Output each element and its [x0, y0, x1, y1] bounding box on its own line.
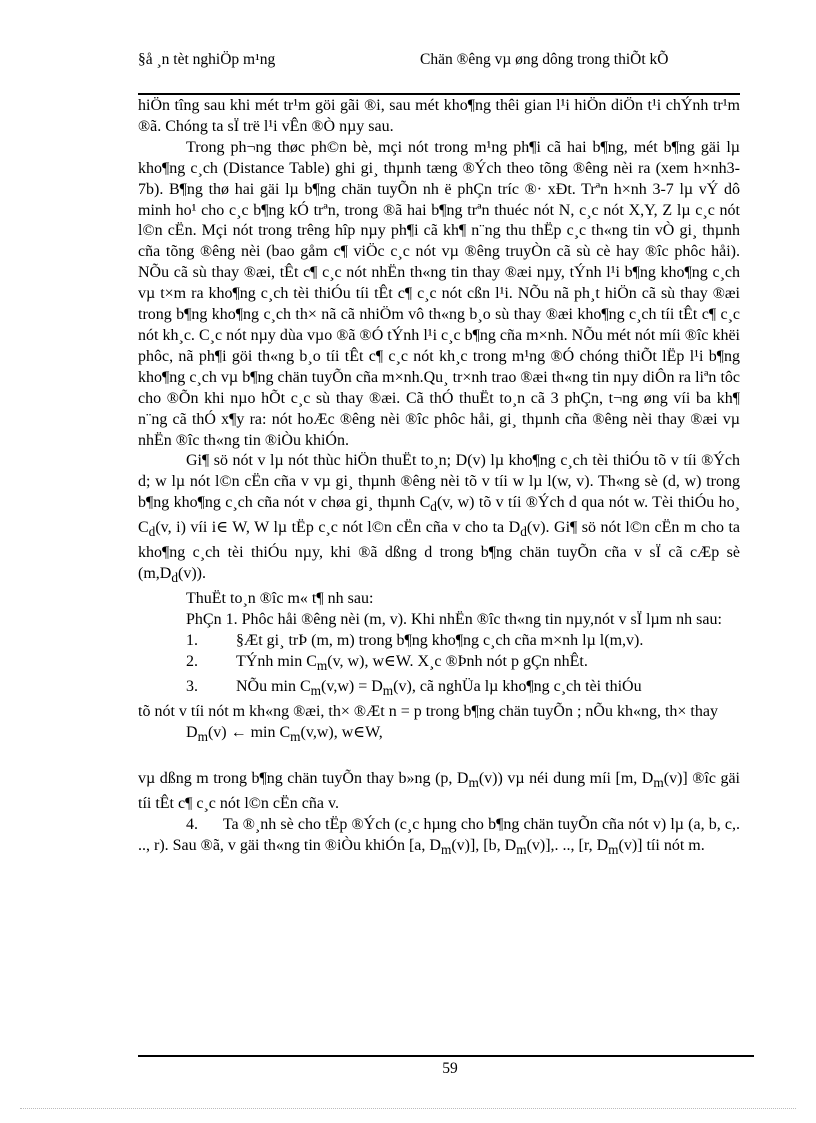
paragraph-6	[138, 769, 740, 815]
step-text-post: (v), cã nghÜa lµ kho¶ng c¸ch tèi thiÓu	[393, 678, 642, 696]
step-text-pre: TÝnh min C	[236, 653, 317, 671]
step-4	[138, 815, 740, 861]
step4-sub3: m	[608, 842, 619, 858]
formula-post: (v,w), w∈W,	[300, 724, 383, 742]
p3-end: (v)).	[178, 565, 206, 583]
step-text	[236, 677, 740, 702]
p3-cd1-post: (v, w) tõ v tíi ®Ých d qua nót w. Tèi thiÓu ho¸ C	[138, 494, 740, 537]
spacer	[138, 748, 740, 769]
step4-mid2: (v)],. .., [r, D	[526, 837, 609, 855]
step4-mid: (v)], [b, D	[451, 837, 517, 855]
p3-cd2-post: (v, i) víi i∈ W, W lµ tËp c¸c nót l©n cËn cña v cho ta D	[155, 519, 521, 537]
step-sub2: m	[382, 683, 394, 699]
paragraph-4: ThuËt to¸n ®îc m« t¶ nh sau:	[186, 590, 374, 608]
step-2	[138, 652, 740, 677]
step-text-post: (v, w), w∈W. X¸c ®Þnh nót p gÇn nhÊt.	[327, 653, 588, 671]
step4-pre: Ta ®¸nh sè cho tËp ®Ých (c¸c hµng cho b¶ng chän tuyÕn cña nót v) lµ (a, b, c,. .., r). Sau ®ã, v gäi th«ng tin ®iÒu khiÓn [a, D	[138, 816, 740, 855]
page-number: 59	[442, 1060, 458, 1077]
p6-post: (v)] ®îc gäi tíi tÊt c¶ c¸c nót l©n cËn cña v.	[138, 770, 740, 813]
paragraph-3	[138, 451, 740, 589]
p3-cd1: C	[419, 494, 431, 512]
formula-sub2: m	[290, 729, 301, 745]
step-3-continuation: tõ nót v tíi nót m kh«ng ®æi, th× ®Æt n = p trong b¶ng chän tuyÕn ; nÕu kh«ng, th× thay	[138, 703, 718, 721]
p3-cd2-sub: d	[148, 524, 156, 540]
step4-post: (v)] tíi nót m.	[618, 837, 705, 855]
p3-rest: (v). Gi¶ sö nót l©n cËn m cho ta kho¶ng c¸ch tèi thiÓu nµy, khi ®ã dßng d trong b¶ng chän tuyÕn cña v sÏ cã cÆp sè (m,D	[138, 519, 740, 583]
formula-sub: m	[197, 729, 208, 745]
p3-dd-sub: d	[520, 524, 527, 540]
step4-sub2: m	[516, 842, 527, 858]
step-text-mid: (v,w) = D	[321, 678, 383, 696]
footer-rule	[138, 1055, 754, 1057]
formula-mid: (v) ← min C	[207, 724, 291, 742]
p6-sub2: m	[653, 775, 664, 791]
formula	[138, 723, 740, 748]
formula-pre: D	[186, 724, 198, 742]
step-sub: m	[310, 683, 322, 699]
page-bottom-border	[20, 1108, 796, 1109]
step-sub: m	[316, 658, 328, 674]
step-text	[236, 652, 740, 677]
p3-text: Gi¶ sö nót v lµ nót thùc hiÖn thuËt to¸n; D(v) lµ kho¶ng c¸ch tèi thiÓu tõ v tíi ®Ých d; w lµ nót l©n cËn cña v vµ gi¸ thµnh ®êng nèi tõ v tíi w lµ l(w, v). Th«ng sè (d, w) trong b¶ng kho¶ng c¸ch cña nót v chøa gi¸ thµnh	[138, 452, 740, 512]
step-number: 2.	[186, 653, 198, 671]
step-text: §Æt gi¸ trÞ (m, m) trong b¶ng kho¶ng c¸ch cña m×nh lµ l(m,v).	[236, 632, 644, 650]
p6-mid: (v)) vµ néi dung míi [m, D	[478, 770, 654, 788]
step-3	[138, 677, 740, 702]
running-header-left: §å ¸n tèt nghiÖp m¹ng	[138, 51, 276, 68]
paragraph-5: PhÇn 1. Phôc håi ®êng nèi (m, v). Khi nhËn ®îc th«ng tin nµy,nót v sÏ lµm nh sau:	[186, 611, 722, 629]
step-number: 4.	[186, 816, 198, 834]
step4-sub: m	[440, 842, 452, 858]
p3-cd1-sub: d	[430, 499, 437, 515]
running-header-right: Chän ®êng vµ øng dông trong thiÕt kÕ	[420, 51, 669, 68]
p6-sub: m	[468, 775, 479, 791]
step-number: 3.	[186, 678, 198, 696]
paragraph-1: hiÖn tîng sau khi mét tr¹m göi gãi ®i, sau mét kho¶ng thêi gian l¹i hiÖn diÖn t¹i chÝnh tr¹m ®ã. Chóng ta sÏ trë l¹i vÊn ®Ò nµy sau.	[138, 97, 740, 135]
step-text-pre: NÕu min C	[236, 678, 311, 696]
document-body	[138, 96, 740, 861]
p6-pre: vµ dßng m trong b¶ng chän tuyÕn thay b»ng (p, D	[138, 770, 469, 788]
step-number: 1.	[186, 632, 198, 650]
step-1	[138, 631, 740, 652]
p3-dd2-sub: d	[171, 570, 178, 586]
header-rule	[138, 93, 740, 95]
paragraph-2: Trong ph¬ng thøc ph©n bè, mçi nót trong m¹ng ph¶i cã hai b¶ng, mét b¶ng gäi lµ kho¶ng c¸ch (Distance Table) ghi gi¸ thµnh tæng ®Ých theo tõng ®êng nèi ra (xem h×nh3-7b). B¶ng thø hai gäi lµ b¶ng chän tuyÕn nh ë phÇn tríc ®· xÐt. Trªn h×nh 3-7 lµ vÝ dô minh ho¹ cho c¸c b¶ng kÓ trªn, trong ®ã hai b¶ng trªn thuéc nót N, c¸c nót X,Y, Z lµ c¸c nót l©n cËn. Mçi nót trong trêng hîp nµy ph¶i cã kh¶ n¨ng thu thËp c¸c th«ng tin vÒ gi¸ thµnh cña tõng ®êng nèi (bao gåm c¶ viÖc c¸c nót vµ ®êng truyÒn cã sù cè hay ®îc phôc håi). NÕu cã sù thay ®æi, tÊt c¶ c¸c nót nhËn th«ng tin thay ®æi nµy, tÝnh l¹i b¶ng kho¶ng c¸ch vµ t×m ra kho¶ng c¸ch tèi thiÓu tíi tÊt c¶ c¸c nót cßn l¹i. NÕu nã ph¸t hiÖn cã sù thay ®æi trong b¶ng kho¶ng c¸ch th× nã cã nhiÖm vô th«ng b¸o sù thay ®æi kho¶ng c¸ch tíi tÊt c¶ c¸c nót kh¸c. C¸c nót nµy dùa vµo ®ã ®Ó tÝnh l¹i c¸c b¶ng cña m×nh. NÕu mét nót míi ®îc khëi phôc, nã ph¶i göi th«ng b¸o tíi tÊt c¶ c¸c nót kh¸c trong m¹ng ®Ó chóng thiÕt lËp l¹i b¶ng kho¶ng c¸ch vµ b¶ng chän tuyÕn cña m×nh.Qu¸ tr×nh trao ®æi th«ng tin nµy diÔn ra liªn tôc cho ®Õn khi nµo hÕt c¸c sù thay ®æi. Cã thÓ thuËt to¸n cã 3 phÇn, t¬ng øng víi ba kh¶ n¨ng cã thÓ x¶y ra: nót hoÆc ®êng nèi ®îc phôc håi, gi¸ thµnh cña ®êng nèi thay ®æi vµ nhËn ®îc th«ng tin ®iÒu khiÓn.	[138, 138, 740, 449]
